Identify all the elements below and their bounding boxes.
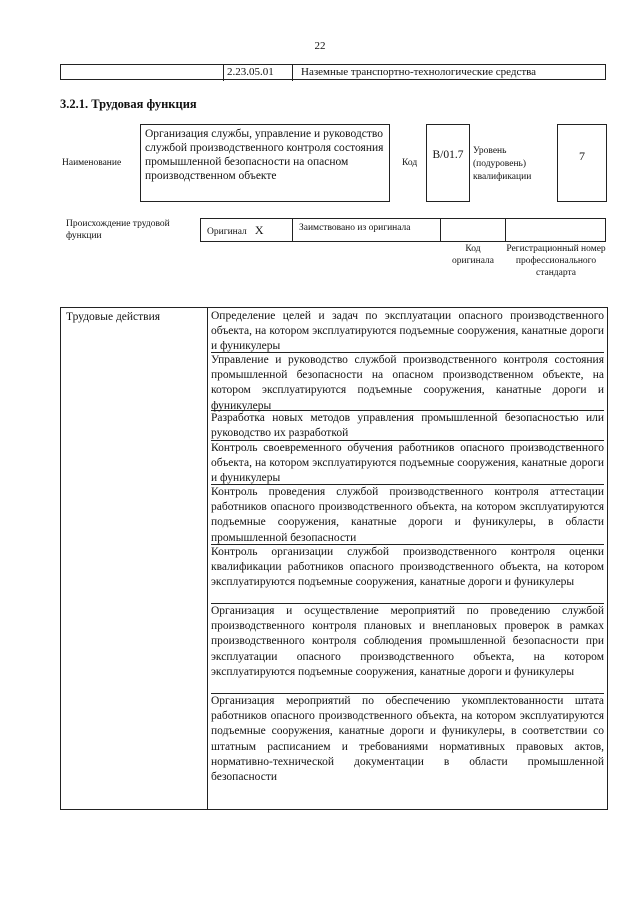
original-cell [201,219,293,241]
labor-action-6: Контроль организации службой производственного контроля оценки квалификации работников опасного производственного объекта, на котором эксплуатируются подъемные сооружения, канатные дороги и фуникулеры [211,545,604,604]
code-row-empty-cell [61,65,224,81]
labor-action-7: Организация и осуществление мероприятий по проведению службой производственного контроля плановых и внеплановых проверок в рамках производственного контроля соблюдения промышленной безопасности при эксплуатации опасного производственного объекта, на котором эксплуатируются подъемные сооружения, канатные дороги и фуникулеры [211,604,604,694]
labor-action-8: Организация мероприятий по обеспечению укомплектованности штата работников опасного производственного объекта, на котором эксплуатируются подъемные сооружения, канатные дороги и фуникулеры, в соответствии со штатным расписанием и требованиями нормативных правовых актов, нормативно-технической документации в области промышленной безопасности [211,695,604,784]
borrowed-label: Заимствовано из оригинала [293,219,441,241]
function-name: Организация службы, управление и руководство службой производственного контроля состояния промышленной безопасности на опасном производственном объекте [140,124,390,202]
table-divider [207,307,208,810]
registration-number-caption: Регистрационный номер профессионального стандарта [506,244,606,278]
occupation-code-row [60,64,606,80]
function-code: B/01.7 [426,124,470,202]
labor-action-5: Контроль проведения службой производственного контроля аттестации работников опасного производственного объекта, на котором эксплуатируются подъемные сооружения, канатные дороги и фуникулеры, в области промышленной безопасности [211,486,604,544]
code-label: Код [402,158,418,168]
name-label: Наименование [62,158,122,168]
occupation-code: 2.23.05.01 [223,65,293,81]
labor-action-2: Управление и руководство службой производственного контроля состояния промышленной безопасности на опасном производственном объекте, на котором эксплуатируются подъемные сооружения, канатные дороги и фуникулеры [211,354,604,412]
page-number: 22 [314,40,326,52]
origin-row [200,218,606,242]
qualification-level-label: Уровень (подуровень) квалификации [473,146,532,182]
origin-label: Происхождение трудовой функции [66,219,170,241]
original-code-cell [441,219,506,241]
labor-action-3: Разработка новых методов управления промышленной безопасностью или руководство их разработкой [211,412,604,440]
qualification-level: 7 [557,124,607,202]
labor-actions-label: Трудовые действия [66,311,161,323]
original-label: Оригинал [207,227,247,237]
labor-action-1: Определение целей и задач по эксплуатации опасного производственного объекта, на котором эксплуатируются подъемные сооружения, канатные дороги и фуникулеры [211,310,604,353]
original-code-caption: Код оригинала [452,244,494,266]
original-mark: X [254,223,264,237]
section-title: 3.2.1. Трудовая функция [60,97,197,111]
labor-action-4: Контроль своевременного обучения работников опасного производственного объекта, на котором эксплуатируются подъемные сооружения, канатные дороги и фуникулеры [211,442,604,485]
occupation-name: Наземные транспортно-технологические средства [301,66,537,78]
